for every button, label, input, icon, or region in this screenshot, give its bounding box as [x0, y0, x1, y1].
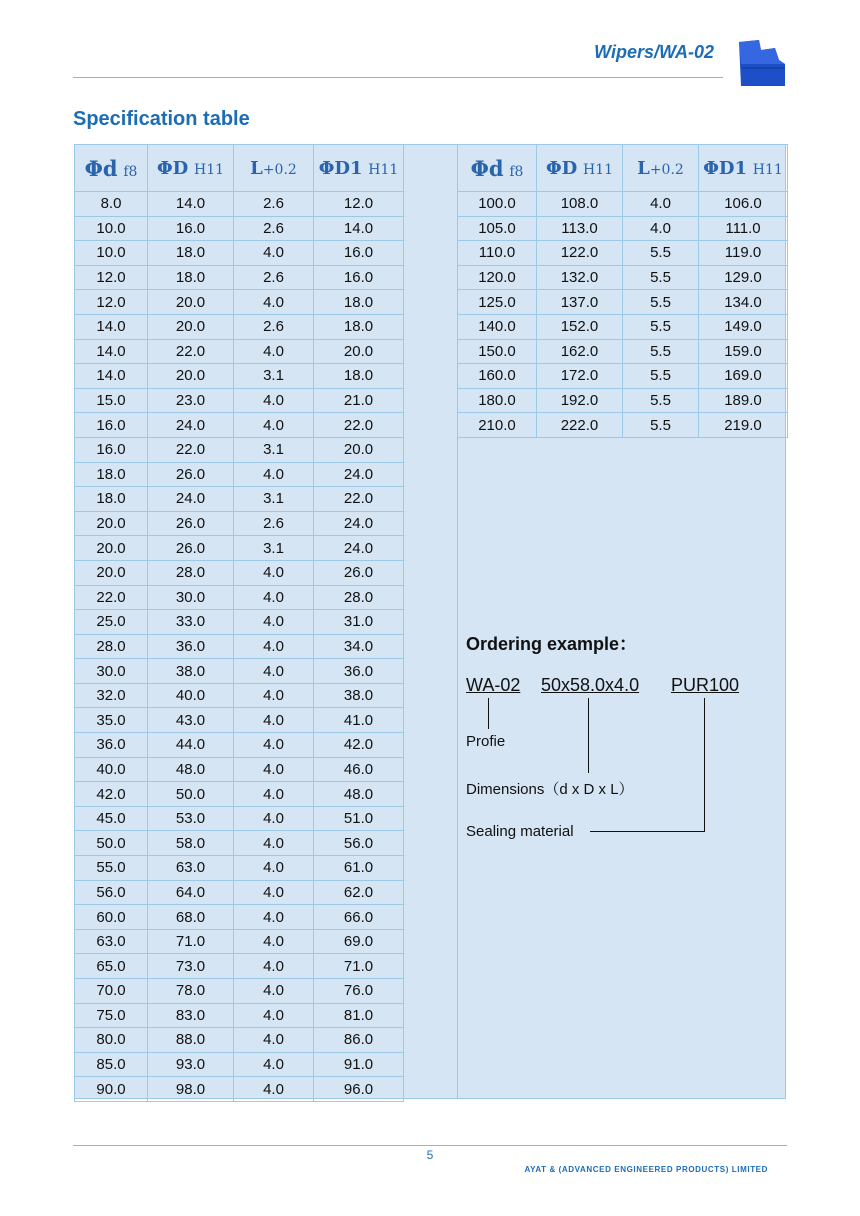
table-cell: 5.5: [623, 290, 699, 315]
table-row: [75, 905, 404, 930]
table-cell: 4.0: [234, 782, 314, 807]
table-cell: 80.0: [75, 1028, 148, 1053]
table-row: [75, 536, 404, 561]
table-cell: 119.0: [699, 241, 788, 266]
table-cell: 18.0: [148, 241, 234, 266]
table-row: [458, 216, 788, 241]
table-cell: 20.0: [148, 290, 234, 315]
table-cell: 5.5: [623, 364, 699, 389]
table-row: [75, 929, 404, 954]
table-cell: 12.0: [314, 192, 404, 217]
table-cell: 149.0: [699, 314, 788, 339]
table-cell: 4.0: [234, 634, 314, 659]
footer-divider: [73, 1145, 787, 1146]
spec-table-left: [74, 144, 404, 1102]
table-row: [75, 954, 404, 979]
table-cell: 2.6: [234, 265, 314, 290]
leader-line-dimensions: [588, 698, 589, 773]
col-header-D: ΦD H11: [148, 145, 234, 192]
table-row: [75, 511, 404, 536]
table-cell: 22.0: [75, 585, 148, 610]
table-cell: 38.0: [148, 659, 234, 684]
table-cell: 23.0: [148, 388, 234, 413]
table-cell: 5.5: [623, 241, 699, 266]
table-cell: 4.0: [234, 585, 314, 610]
table-row: [75, 610, 404, 635]
table-cell: 137.0: [537, 290, 623, 315]
table-cell: 21.0: [314, 388, 404, 413]
label-profile: Profie: [466, 733, 506, 750]
table-row: [458, 364, 788, 389]
footer-company: AYAT & (ADVANCED ENGINEERED PRODUCTS) LIMITED: [524, 1165, 768, 1174]
table-cell: 2.6: [234, 314, 314, 339]
table-cell: 56.0: [75, 880, 148, 905]
table-row: [75, 413, 404, 438]
table-cell: 12.0: [75, 290, 148, 315]
table-cell: 60.0: [75, 905, 148, 930]
table-cell: 100.0: [458, 192, 537, 217]
table-row: [458, 192, 788, 217]
table-cell: 26.0: [148, 462, 234, 487]
table-row: [75, 585, 404, 610]
table-cell: 4.0: [234, 979, 314, 1004]
table-row: [75, 487, 404, 512]
table-cell: 48.0: [148, 757, 234, 782]
table-cell: 24.0: [148, 413, 234, 438]
header-title: Wipers/WA-02: [594, 42, 714, 62]
table-cell: 71.0: [148, 929, 234, 954]
table-cell: 50.0: [148, 782, 234, 807]
table-cell: 22.0: [314, 487, 404, 512]
table-cell: 26.0: [314, 560, 404, 585]
table-cell: 14.0: [75, 314, 148, 339]
table-cell: 4.0: [623, 192, 699, 217]
table-cell: 20.0: [75, 536, 148, 561]
table-cell: 18.0: [314, 314, 404, 339]
table-row: [75, 364, 404, 389]
table-row: [75, 856, 404, 881]
table-cell: 70.0: [75, 979, 148, 1004]
table-cell: 134.0: [699, 290, 788, 315]
table-cell: 20.0: [75, 511, 148, 536]
table-cell: 45.0: [75, 806, 148, 831]
table-cell: 32.0: [75, 683, 148, 708]
table-row: [75, 265, 404, 290]
table-cell: 180.0: [458, 388, 537, 413]
table-cell: 5.5: [623, 314, 699, 339]
col-header-D1: ΦD1 H11: [314, 145, 404, 192]
col-header-L: L+0.2: [234, 145, 314, 192]
table-row: [75, 806, 404, 831]
table-cell: 122.0: [537, 241, 623, 266]
table-row: [75, 708, 404, 733]
table-cell: 152.0: [537, 314, 623, 339]
table-cell: 20.0: [314, 437, 404, 462]
table-cell: 5.5: [623, 339, 699, 364]
table-cell: 64.0: [148, 880, 234, 905]
table-cell: 56.0: [314, 831, 404, 856]
table-row: [75, 388, 404, 413]
table-cell: 4.0: [234, 806, 314, 831]
table-cell: 111.0: [699, 216, 788, 241]
table-header-row: [458, 145, 788, 192]
table-cell: 113.0: [537, 216, 623, 241]
table-cell: 24.0: [314, 462, 404, 487]
table-row: [458, 314, 788, 339]
table-row: [458, 339, 788, 364]
table-cell: 63.0: [75, 929, 148, 954]
order-code-material: PUR100: [671, 675, 740, 695]
table-cell: 22.0: [314, 413, 404, 438]
table-cell: 4.0: [234, 610, 314, 635]
page-number: 5: [426, 1148, 434, 1162]
table-row: [75, 339, 404, 364]
table-cell: 28.0: [148, 560, 234, 585]
table-row: [458, 388, 788, 413]
table-row: [75, 782, 404, 807]
table-cell: 4.0: [234, 905, 314, 930]
table-row: [458, 241, 788, 266]
col-header-D: ΦD H11: [537, 145, 623, 192]
table-cell: 28.0: [75, 634, 148, 659]
table-cell: 44.0: [148, 733, 234, 758]
table-cell: 18.0: [75, 462, 148, 487]
table-cell: 5.5: [623, 413, 699, 438]
table-cell: 40.0: [75, 757, 148, 782]
table-cell: 105.0: [458, 216, 537, 241]
label-dimensions: Dimensions（d x D x L）: [466, 781, 634, 798]
table-cell: 98.0: [148, 1077, 234, 1102]
table-cell: 16.0: [75, 413, 148, 438]
order-code-dimensions: 50x58.0x4.0: [541, 675, 640, 695]
table-cell: 24.0: [314, 536, 404, 561]
table-row: [75, 192, 404, 217]
table-cell: 42.0: [75, 782, 148, 807]
table-cell: 81.0: [314, 1003, 404, 1028]
table-cell: 140.0: [458, 314, 537, 339]
wiper-logo-icon: [735, 38, 787, 88]
table-row: [75, 757, 404, 782]
table-cell: 4.0: [234, 659, 314, 684]
table-cell: 24.0: [314, 511, 404, 536]
table-cell: 4.0: [234, 929, 314, 954]
table-cell: 4.0: [234, 708, 314, 733]
table-cell: 14.0: [148, 192, 234, 217]
table-cell: 20.0: [148, 364, 234, 389]
table-row: [75, 880, 404, 905]
table-cell: 110.0: [458, 241, 537, 266]
table-cell: 22.0: [148, 339, 234, 364]
table-cell: 106.0: [699, 192, 788, 217]
table-cell: 24.0: [148, 487, 234, 512]
table-cell: 2.6: [234, 192, 314, 217]
table-cell: 20.0: [75, 560, 148, 585]
table-cell: 5.5: [623, 265, 699, 290]
table-cell: 36.0: [75, 733, 148, 758]
table-cell: 12.0: [75, 265, 148, 290]
table-cell: 4.0: [234, 683, 314, 708]
table-row: [75, 1077, 404, 1102]
table-cell: 28.0: [314, 585, 404, 610]
table-cell: 4.0: [234, 856, 314, 881]
table-cell: 16.0: [75, 437, 148, 462]
leader-line-profile: [488, 698, 489, 729]
table-row: [458, 290, 788, 315]
table-cell: 73.0: [148, 954, 234, 979]
table-cell: 34.0: [314, 634, 404, 659]
table-cell: 90.0: [75, 1077, 148, 1102]
table-row: [75, 560, 404, 585]
table-cell: 62.0: [314, 880, 404, 905]
table-cell: 4.0: [234, 831, 314, 856]
table-cell: 4.0: [234, 1052, 314, 1077]
table-row: [75, 241, 404, 266]
table-cell: 30.0: [148, 585, 234, 610]
leader-line-material: [704, 698, 705, 831]
table-cell: 16.0: [314, 265, 404, 290]
table-cell: 14.0: [314, 216, 404, 241]
table-cell: 2.6: [234, 511, 314, 536]
table-cell: 5.5: [623, 388, 699, 413]
table-cell: 22.0: [148, 437, 234, 462]
table-cell: 63.0: [148, 856, 234, 881]
table-row: [75, 659, 404, 684]
table-cell: 189.0: [699, 388, 788, 413]
table-cell: 16.0: [148, 216, 234, 241]
table-cell: 53.0: [148, 806, 234, 831]
table-row: [75, 314, 404, 339]
table-cell: 4.0: [234, 462, 314, 487]
table-cell: 96.0: [314, 1077, 404, 1102]
table-cell: 25.0: [75, 610, 148, 635]
table-cell: 4.0: [234, 954, 314, 979]
order-code-profile: WA-02: [466, 675, 521, 695]
table-row: [75, 437, 404, 462]
table-cell: 31.0: [314, 610, 404, 635]
table-cell: 78.0: [148, 979, 234, 1004]
table-cell: 14.0: [75, 364, 148, 389]
table-cell: 50.0: [75, 831, 148, 856]
table-cell: 219.0: [699, 413, 788, 438]
table-cell: 18.0: [314, 290, 404, 315]
table-cell: 125.0: [458, 290, 537, 315]
table-cell: 36.0: [148, 634, 234, 659]
table-cell: 210.0: [458, 413, 537, 438]
table-cell: 30.0: [75, 659, 148, 684]
table-cell: 69.0: [314, 929, 404, 954]
table-cell: 4.0: [234, 1077, 314, 1102]
table-cell: 66.0: [314, 905, 404, 930]
table-cell: 88.0: [148, 1028, 234, 1053]
table-cell: 93.0: [148, 1052, 234, 1077]
table-row: [75, 683, 404, 708]
table-cell: 4.0: [234, 241, 314, 266]
table-cell: 2.6: [234, 216, 314, 241]
ordering-example-title: Ordering example：: [466, 634, 638, 654]
table-cell: 65.0: [75, 954, 148, 979]
table-row: [75, 1028, 404, 1053]
table-cell: 14.0: [75, 339, 148, 364]
label-sealing-material: Sealing material: [466, 823, 574, 840]
table-cell: 71.0: [314, 954, 404, 979]
table-cell: 4.0: [234, 757, 314, 782]
col-header-D1: ΦD1 H11: [699, 145, 788, 192]
table-cell: 108.0: [537, 192, 623, 217]
table-cell: 16.0: [314, 241, 404, 266]
table-cell: 4.0: [234, 339, 314, 364]
table-cell: 40.0: [148, 683, 234, 708]
spec-table-right: [457, 144, 788, 438]
table-cell: 61.0: [314, 856, 404, 881]
table-cell: 33.0: [148, 610, 234, 635]
table-cell: 10.0: [75, 216, 148, 241]
table-cell: 55.0: [75, 856, 148, 881]
table-cell: 20.0: [148, 314, 234, 339]
table-cell: 129.0: [699, 265, 788, 290]
table-cell: 91.0: [314, 1052, 404, 1077]
table-cell: 3.1: [234, 437, 314, 462]
header-divider: [73, 77, 723, 78]
table-cell: 159.0: [699, 339, 788, 364]
table-cell: 3.1: [234, 487, 314, 512]
table-cell: 4.0: [234, 880, 314, 905]
table-cell: 4.0: [234, 733, 314, 758]
table-cell: 68.0: [148, 905, 234, 930]
leader-line-material-h: [590, 831, 705, 832]
table-row: [75, 1003, 404, 1028]
table-cell: 169.0: [699, 364, 788, 389]
table-cell: 26.0: [148, 511, 234, 536]
table-row: [75, 1052, 404, 1077]
col-header-d: Φd f8: [458, 145, 537, 192]
table-cell: 15.0: [75, 388, 148, 413]
table-cell: 18.0: [314, 364, 404, 389]
table-cell: 42.0: [314, 733, 404, 758]
table-cell: 132.0: [537, 265, 623, 290]
table-cell: 41.0: [314, 708, 404, 733]
table-row: [75, 462, 404, 487]
table-cell: 26.0: [148, 536, 234, 561]
table-cell: 38.0: [314, 683, 404, 708]
table-cell: 172.0: [537, 364, 623, 389]
table-cell: 58.0: [148, 831, 234, 856]
table-row: [75, 634, 404, 659]
table-cell: 76.0: [314, 979, 404, 1004]
table-cell: 18.0: [148, 265, 234, 290]
table-gap-column: [403, 144, 458, 1099]
col-header-d: Φd f8: [75, 145, 148, 192]
table-row: [75, 979, 404, 1004]
table-cell: 86.0: [314, 1028, 404, 1053]
table-cell: 3.1: [234, 536, 314, 561]
table-cell: 4.0: [234, 560, 314, 585]
col-header-L: L+0.2: [623, 145, 699, 192]
table-cell: 4.0: [623, 216, 699, 241]
table-cell: 150.0: [458, 339, 537, 364]
table-cell: 222.0: [537, 413, 623, 438]
table-cell: 162.0: [537, 339, 623, 364]
table-header-row: [75, 145, 404, 192]
table-row: [458, 413, 788, 438]
table-cell: 120.0: [458, 265, 537, 290]
table-row: [75, 216, 404, 241]
table-cell: 160.0: [458, 364, 537, 389]
table-row: [75, 733, 404, 758]
table-cell: 46.0: [314, 757, 404, 782]
table-cell: 43.0: [148, 708, 234, 733]
table-cell: 83.0: [148, 1003, 234, 1028]
table-row: [458, 265, 788, 290]
table-cell: 75.0: [75, 1003, 148, 1028]
section-title: Specification table: [73, 108, 250, 130]
table-cell: 10.0: [75, 241, 148, 266]
table-row: [75, 290, 404, 315]
table-cell: 51.0: [314, 806, 404, 831]
table-cell: 4.0: [234, 413, 314, 438]
table-cell: 192.0: [537, 388, 623, 413]
table-cell: 36.0: [314, 659, 404, 684]
table-cell: 4.0: [234, 1028, 314, 1053]
table-cell: 4.0: [234, 388, 314, 413]
table-row: [75, 831, 404, 856]
table-cell: 85.0: [75, 1052, 148, 1077]
table-cell: 48.0: [314, 782, 404, 807]
table-cell: 4.0: [234, 1003, 314, 1028]
table-cell: 3.1: [234, 364, 314, 389]
table-cell: 20.0: [314, 339, 404, 364]
table-cell: 35.0: [75, 708, 148, 733]
table-cell: 4.0: [234, 290, 314, 315]
table-cell: 18.0: [75, 487, 148, 512]
table-cell: 8.0: [75, 192, 148, 217]
